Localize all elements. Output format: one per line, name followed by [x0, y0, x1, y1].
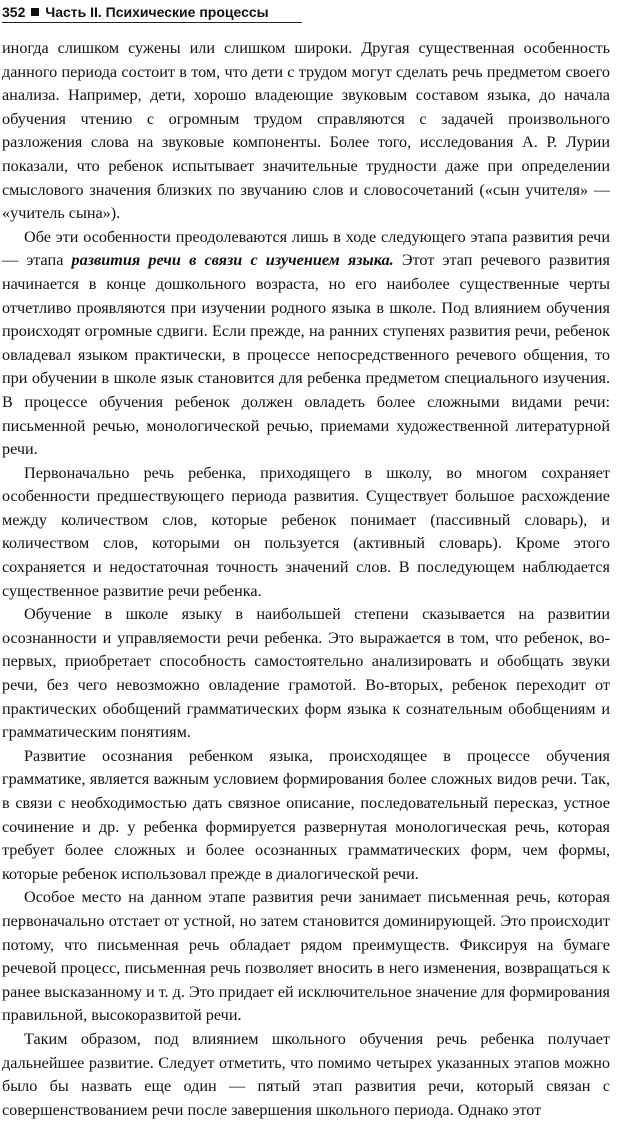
page-number: 352 — [2, 4, 26, 20]
square-bullet-icon — [31, 8, 39, 16]
paragraph-6: Особое место на данном этапе развития речи занимает письменная речь, которая первоначально отстает от устной, но затем становится доминирующей. Это происходит потому, что письменная речь обладает рядом преимуществ. Фиксируя на бумаге речевой процесс, письменная речь позволяет вносить в него изменения, возвращаться к ранее высказанному и т. д. Это придает ей исключительное значение для формирования правильной, высокоразвитой речи. — [2, 888, 610, 1025]
paragraph-7: Таким образом, под влиянием школьного обучения речь ребенка получает дальнейшее развитие. Следует отметить, что помимо четырех указанных этапов можно было бы назвать еще один — пятый этап развития речи, который связан с совершенствованием речи после завершения школьного периода. Однако этот — [2, 1029, 610, 1119]
body-text — [2, 37, 610, 1122]
paragraph-1: иногда слишком сужены или слишком широки. Другая существенная особенность данного периода состоит в том, что дети с трудом могут сделать речь предметом своего анализа. Например, дети, хорошо владеющие звуковым составом языка, до начала обучения чтению с огромным трудом справляются с задачей произвольного разложения слова на звуковые компоненты. Более того, исследования А. Р. Лурии показали, что ребенок испытывает значительные трудности даже при определении смыслового значения близких по звучанию слов и словосочетаний («сын учителя» — «учитель сына»). — [2, 39, 610, 223]
part-title: Часть II. Психические процессы — [45, 4, 269, 20]
paragraph-5: Развитие осознания ребенком языка, происходящее в процессе обучения грамматике, является важным условием формирования более сложных видов речи. Так, в связи с необходимостью дать связное описание, последовательный пересказ, устное сочинение и др. у ребенка формируется развернутая монологическая речь, которая требует более сложных и более осознанных грамматических форм, чем формы, которые ребенок использовал прежде в диалогической речи. — [2, 746, 610, 883]
paragraph-2: Обе эти особенности преодолеваются лишь в ходе следующего этапа развития речи — этапа развития речи в связи с изучением языка. Этот этап речевого развития начинается в конце дошкольного возраста, но его наиболее существенные черты отчетливо проявляются при изучении родного языка в школе. Под влиянием обучения происходят огромные сдвиги. Если прежде, на ранних ступенях развития речи, ребенок овладевал языком практически, в процессе непосредственного речевого общения, то при обучении в школе язык становится для ребенка предметом специального изучения. В процессе обучения ребенок должен овладеть более сложными видами речи: письменной речью, монологической речью, приемами художественной литературной речи. — [2, 227, 610, 459]
paragraph-3: Первоначально речь ребенка, приходящего в школу, во многом сохраняет особенности предшествующего периода развития. Существует большое расхождение между количеством слов, которые ребенок понимает (пассивный словарь), и количеством слов, которыми он пользуется (активный словарь). Кроме этого сохраняется и недостаточная точность значений слов. В последующем наблюдается существенное развитие речи ребенка. — [2, 463, 610, 600]
running-header — [2, 0, 302, 23]
emphasized-term: развития речи в связи с изучением языка. — [71, 251, 394, 270]
paragraph-4: Обучение в школе языку в наибольшей степени сказывается на развитии осознанности и управляемости речи ребенка. Это выражается в том, что ребенок, во-первых, приобретает способность самостоятельно анализировать и обобщать звуки речи, без чего невозможно овладение грамотой. Во-вторых, ребенок переходит от практических обобщений грамматических форм языка к сознательным обобщениям и грамматическим понятиям. — [2, 605, 610, 742]
